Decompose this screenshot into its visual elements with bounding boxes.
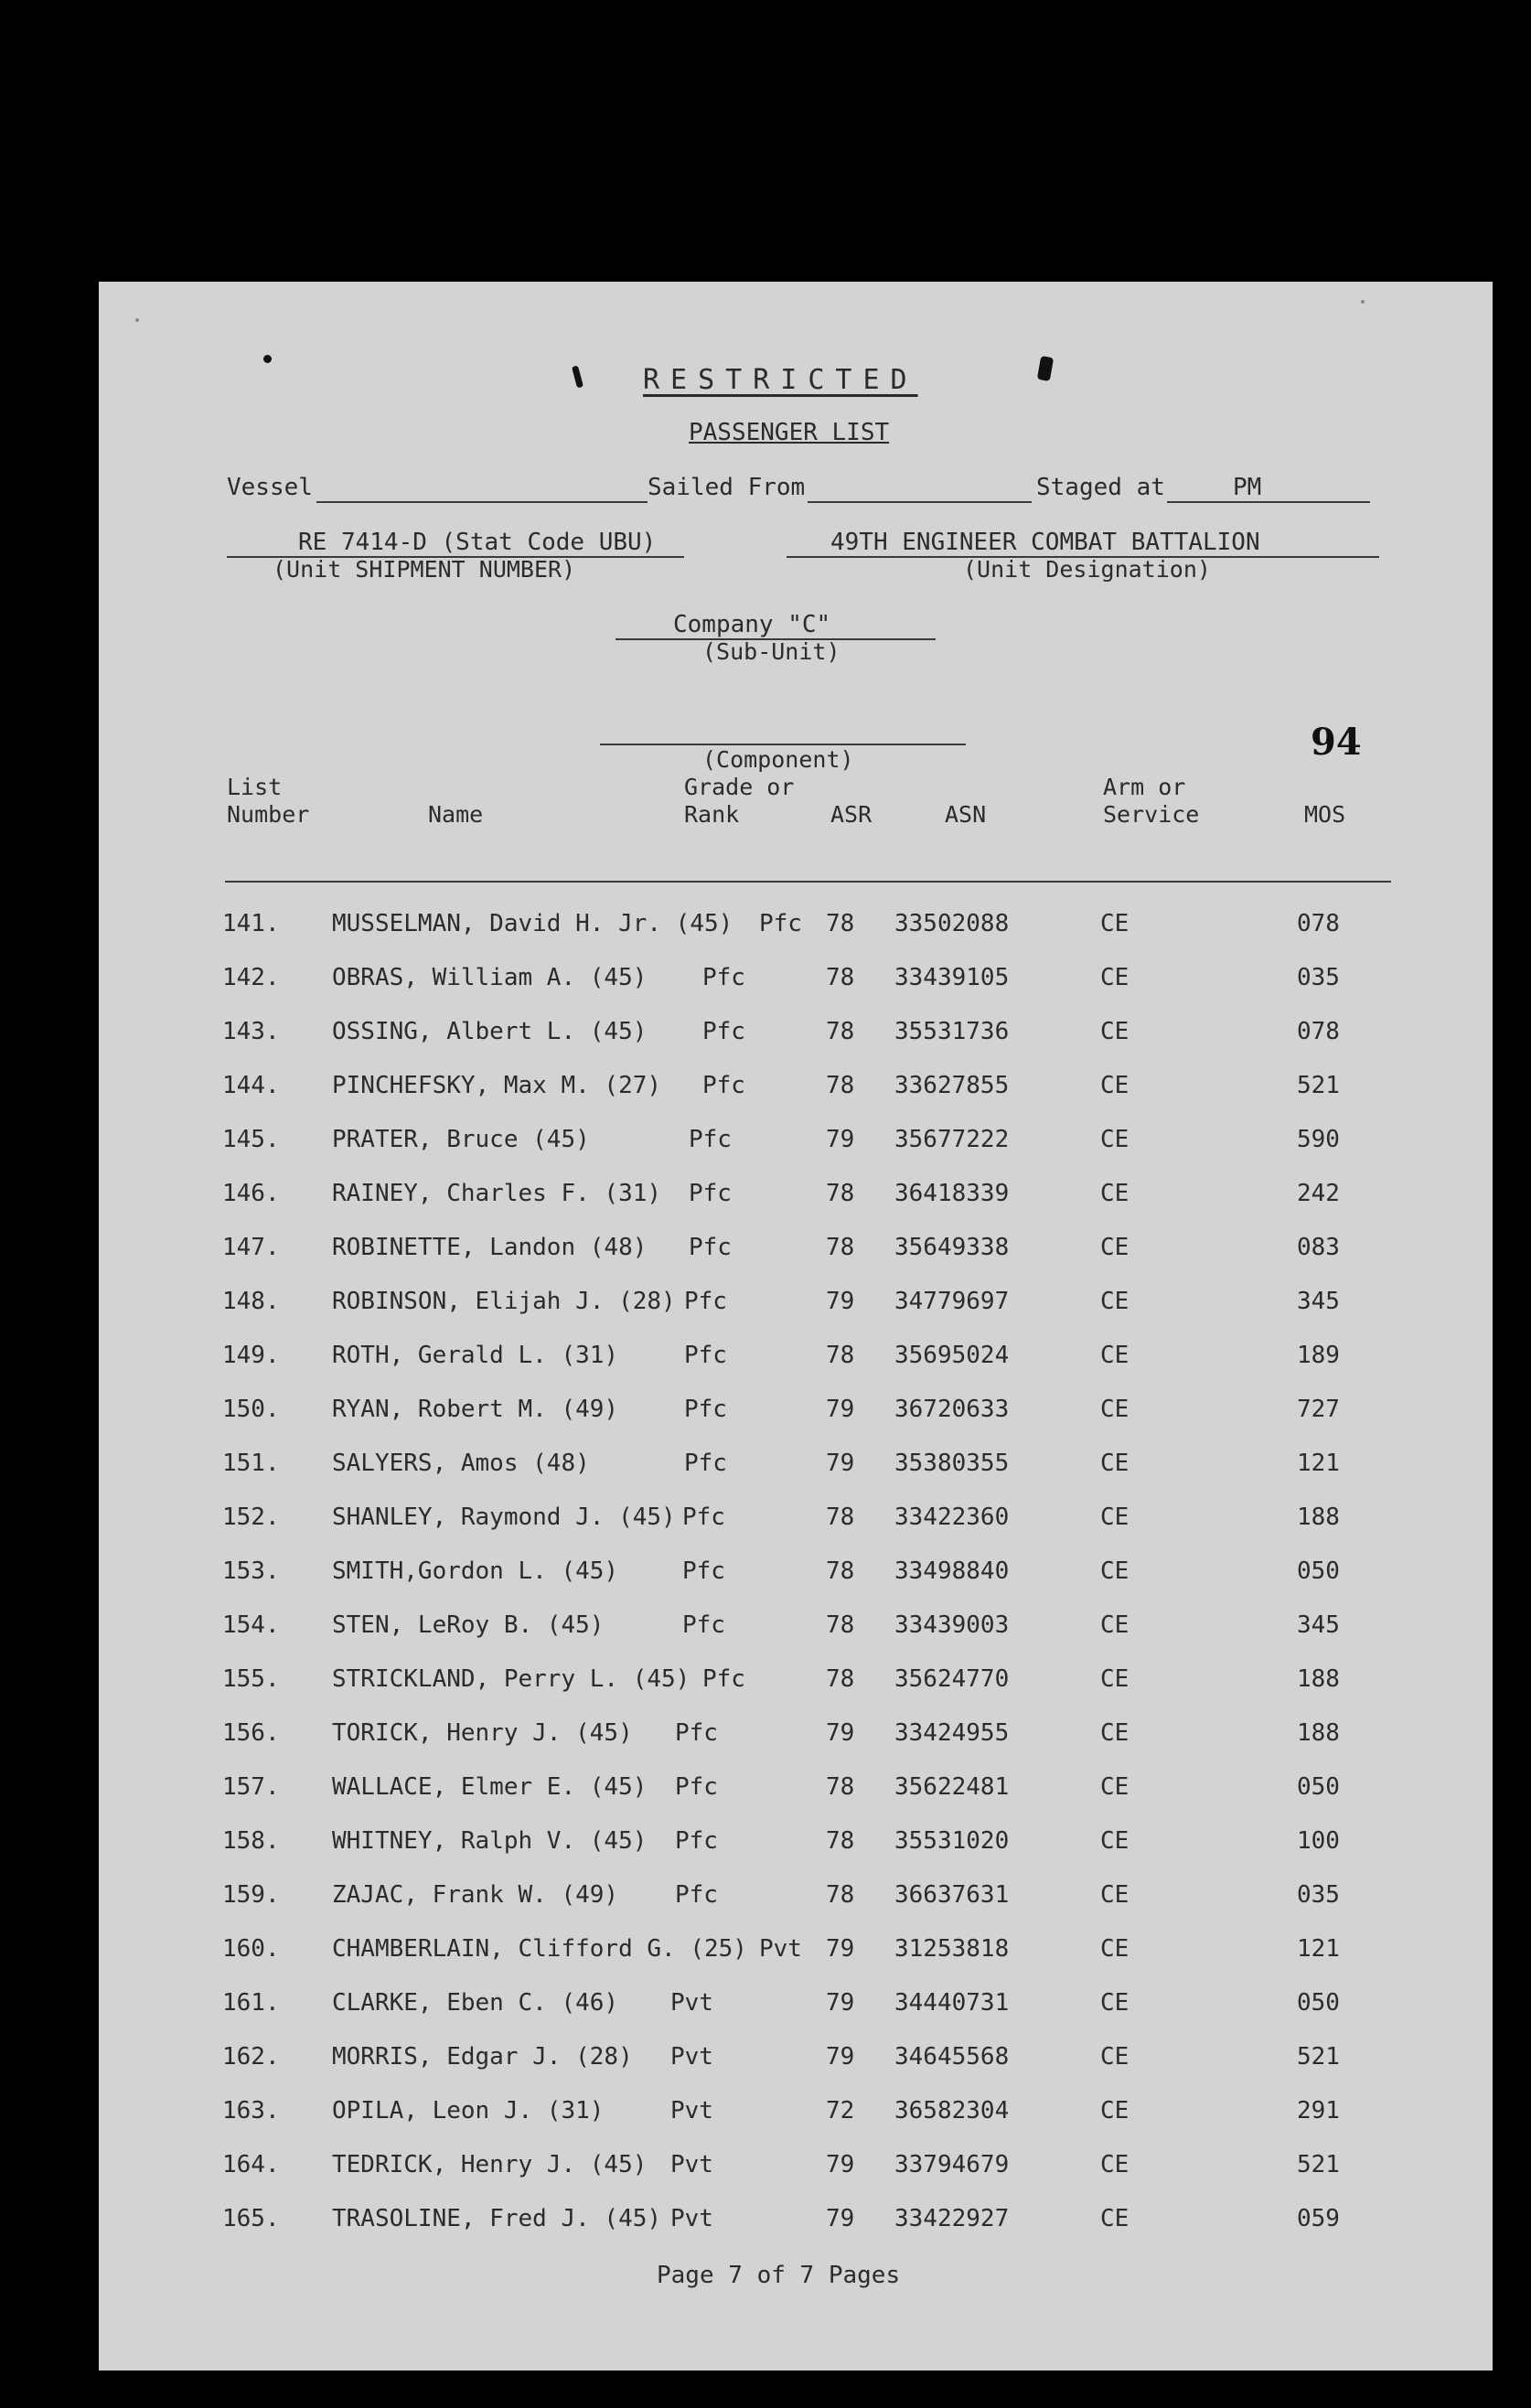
row-name: ROBINSON, Elijah J. (28) xyxy=(332,1288,676,1315)
row-mos: 345 xyxy=(1297,1288,1340,1315)
row-arm: CE xyxy=(1100,1827,1130,1855)
row-rank: Pfc xyxy=(759,910,802,937)
row-arm: CE xyxy=(1100,1611,1130,1639)
col-asr: ASR xyxy=(830,801,873,828)
row-asr: 78 xyxy=(826,1072,855,1099)
row-arm: CE xyxy=(1100,1234,1130,1261)
row-asr: 78 xyxy=(826,910,855,937)
row-number: 152. xyxy=(222,1504,280,1531)
row-name: ROTH, Gerald L. (31) xyxy=(332,1342,619,1369)
row-arm: CE xyxy=(1100,1773,1130,1801)
unit-designation-caption: (Unit Designation) xyxy=(963,556,1211,583)
row-number: 142. xyxy=(222,964,280,991)
row-arm: CE xyxy=(1100,1719,1130,1747)
row-mos: 188 xyxy=(1297,1504,1340,1531)
row-number: 141. xyxy=(222,910,280,937)
row-number: 144. xyxy=(222,1072,280,1099)
row-asr: 78 xyxy=(826,1018,855,1045)
row-rank: Pfc xyxy=(689,1234,732,1261)
row-mos: 050 xyxy=(1297,1557,1340,1585)
component-caption: (Component) xyxy=(702,746,854,773)
row-mos: 100 xyxy=(1297,1827,1340,1855)
row-name: SALYERS, Amos (48) xyxy=(332,1450,590,1477)
row-asr: 78 xyxy=(826,964,855,991)
row-rank: Pvt xyxy=(670,2151,713,2178)
shipment-number-caption: (Unit SHIPMENT NUMBER) xyxy=(273,556,576,583)
row-rank: Pfc xyxy=(684,1396,727,1423)
row-rank: Pvt xyxy=(759,1935,802,1963)
row-asn: 33627855 xyxy=(894,1072,1010,1099)
row-asr: 78 xyxy=(826,1557,855,1585)
row-name: WALLACE, Elmer E. (45) xyxy=(332,1773,648,1801)
dust-speck xyxy=(1361,300,1365,304)
row-number: 145. xyxy=(222,1126,280,1153)
row-arm: CE xyxy=(1100,2043,1130,2071)
row-asr: 79 xyxy=(826,1126,855,1153)
row-asn: 33502088 xyxy=(894,910,1010,937)
row-asn: 33794679 xyxy=(894,2151,1010,2178)
handwritten-page-number: 94 xyxy=(1311,721,1362,764)
vessel-label: Vessel xyxy=(227,474,313,501)
row-name: SHANLEY, Raymond J. (45) xyxy=(332,1504,676,1531)
row-rank: Pvt xyxy=(670,1989,713,2017)
col-name: Name xyxy=(428,801,484,828)
row-mos: 059 xyxy=(1297,2205,1340,2232)
row-name: STEN, LeRoy B. (45) xyxy=(332,1611,605,1639)
row-rank: Pfc xyxy=(675,1827,718,1855)
row-rank: Pvt xyxy=(670,2097,713,2124)
row-name: STRICKLAND, Perry L. (45) xyxy=(332,1665,691,1693)
shipment-number-value: RE 7414-D (Stat Code UBU) xyxy=(298,529,657,556)
row-asr: 79 xyxy=(826,1450,855,1477)
row-mos: 050 xyxy=(1297,1989,1340,2017)
row-name: WHITNEY, Ralph V. (45) xyxy=(332,1827,648,1855)
row-asn: 36637631 xyxy=(894,1881,1010,1909)
row-mos: 345 xyxy=(1297,1611,1340,1639)
dust-speck xyxy=(135,318,139,322)
unit-designation-value: 49TH ENGINEER COMBAT BATTALION xyxy=(830,529,1260,556)
row-rank: Pfc xyxy=(689,1126,732,1153)
restricted-heading: RESTRICTED xyxy=(643,364,918,396)
row-asn: 34645568 xyxy=(894,2043,1010,2071)
subunit-value: Company "C" xyxy=(673,611,831,638)
row-name: OBRAS, William A. (45) xyxy=(332,964,648,991)
col-grade-line2: Rank xyxy=(684,801,740,828)
row-asr: 78 xyxy=(826,1342,855,1369)
row-rank: Pfc xyxy=(684,1342,727,1369)
row-arm: CE xyxy=(1100,2205,1130,2232)
row-arm: CE xyxy=(1100,1126,1130,1153)
row-name: CHAMBERLAIN, Clifford G. (25) xyxy=(332,1935,747,1963)
row-arm: CE xyxy=(1100,1450,1130,1477)
row-asr: 79 xyxy=(826,1396,855,1423)
row-asn: 35649338 xyxy=(894,1234,1010,1261)
row-mos: 242 xyxy=(1297,1180,1340,1207)
col-list-number xyxy=(227,774,309,829)
row-asn: 35380355 xyxy=(894,1450,1010,1477)
row-arm: CE xyxy=(1100,964,1130,991)
row-mos: 590 xyxy=(1297,1126,1340,1153)
staged-at-label: Staged at xyxy=(1036,474,1165,501)
row-arm: CE xyxy=(1100,1935,1130,1963)
row-name: RAINEY, Charles F. (31) xyxy=(332,1180,662,1207)
row-asr: 79 xyxy=(826,2205,855,2232)
row-rank: Pfc xyxy=(682,1504,725,1531)
row-asr: 79 xyxy=(826,1719,855,1747)
row-number: 161. xyxy=(222,1989,280,2017)
row-asn: 35624770 xyxy=(894,1665,1010,1693)
row-arm: CE xyxy=(1100,1665,1130,1693)
row-name: TORICK, Henry J. (45) xyxy=(332,1719,633,1747)
row-asn: 36418339 xyxy=(894,1180,1010,1207)
row-asn: 35531020 xyxy=(894,1827,1010,1855)
subunit-caption: (Sub-Unit) xyxy=(702,638,840,665)
row-asn: 35695024 xyxy=(894,1342,1010,1369)
row-asr: 78 xyxy=(826,1665,855,1693)
row-mos: 727 xyxy=(1297,1396,1340,1423)
row-arm: CE xyxy=(1100,1504,1130,1531)
row-mos: 121 xyxy=(1297,1935,1340,1963)
col-arm-line1: Arm or xyxy=(1103,774,1186,800)
row-asr: 78 xyxy=(826,1611,855,1639)
row-number: 164. xyxy=(222,2151,280,2178)
row-asn: 33422360 xyxy=(894,1504,1010,1531)
row-number: 147. xyxy=(222,1234,280,1261)
row-asr: 78 xyxy=(826,1827,855,1855)
row-asn: 33424955 xyxy=(894,1719,1010,1747)
row-asn: 34440731 xyxy=(894,1989,1010,2017)
row-rank: Pfc xyxy=(689,1180,732,1207)
row-asn: 35531736 xyxy=(894,1018,1010,1045)
staged-at-field-line xyxy=(1167,501,1370,503)
row-name: OPILA, Leon J. (31) xyxy=(332,2097,605,2124)
col-mos: MOS xyxy=(1304,801,1346,828)
row-mos: 121 xyxy=(1297,1450,1340,1477)
row-number: 158. xyxy=(222,1827,280,1855)
row-arm: CE xyxy=(1100,1881,1130,1909)
row-number: 153. xyxy=(222,1557,280,1585)
row-asn: 36720633 xyxy=(894,1396,1010,1423)
row-mos: 521 xyxy=(1297,1072,1340,1099)
row-asr: 72 xyxy=(826,2097,855,2124)
row-asn: 33439105 xyxy=(894,964,1010,991)
ink-speck xyxy=(263,355,272,363)
row-number: 155. xyxy=(222,1665,280,1693)
row-arm: CE xyxy=(1100,1018,1130,1045)
col-grade xyxy=(684,774,794,829)
col-arm xyxy=(1103,774,1199,829)
row-asr: 78 xyxy=(826,1773,855,1801)
row-asn: 33498840 xyxy=(894,1557,1010,1585)
component-field-line xyxy=(600,744,966,745)
row-name: TEDRICK, Henry J. (45) xyxy=(332,2151,648,2178)
row-number: 156. xyxy=(222,1719,280,1747)
row-asn: 35622481 xyxy=(894,1773,1010,1801)
row-asr: 78 xyxy=(826,1180,855,1207)
row-rank: Pvt xyxy=(670,2205,713,2232)
row-asr: 78 xyxy=(826,1504,855,1531)
row-asn: 33439003 xyxy=(894,1611,1010,1639)
row-rank: Pfc xyxy=(675,1719,718,1747)
row-rank: Pfc xyxy=(702,1018,745,1045)
row-rank: Pfc xyxy=(702,964,745,991)
row-arm: CE xyxy=(1100,2097,1130,2124)
row-arm: CE xyxy=(1100,2151,1130,2178)
staged-at-value: PM xyxy=(1233,474,1262,501)
row-arm: CE xyxy=(1100,1557,1130,1585)
row-number: 160. xyxy=(222,1935,280,1963)
row-mos: 188 xyxy=(1297,1719,1340,1747)
row-name: PRATER, Bruce (45) xyxy=(332,1126,590,1153)
row-number: 165. xyxy=(222,2205,280,2232)
row-asr: 79 xyxy=(826,2043,855,2071)
page-footer: Page 7 of 7 Pages xyxy=(657,2262,901,2289)
row-arm: CE xyxy=(1100,1072,1130,1099)
row-number: 163. xyxy=(222,2097,280,2124)
row-arm: CE xyxy=(1100,1288,1130,1315)
row-asr: 79 xyxy=(826,1288,855,1315)
row-rank: Pvt xyxy=(670,2043,713,2071)
row-mos: 035 xyxy=(1297,964,1340,991)
row-mos: 078 xyxy=(1297,910,1340,937)
row-name: MORRIS, Edgar J. (28) xyxy=(332,2043,633,2071)
row-mos: 078 xyxy=(1297,1018,1340,1045)
sailed-from-label: Sailed From xyxy=(648,474,806,501)
row-name: ZAJAC, Frank W. (49) xyxy=(332,1881,619,1909)
row-asr: 78 xyxy=(826,1234,855,1261)
row-number: 157. xyxy=(222,1773,280,1801)
row-mos: 035 xyxy=(1297,1881,1340,1909)
row-rank: Pfc xyxy=(682,1557,725,1585)
row-rank: Pfc xyxy=(675,1881,718,1909)
row-number: 143. xyxy=(222,1018,280,1045)
col-grade-line1: Grade or xyxy=(684,774,795,800)
row-asn: 31253818 xyxy=(894,1935,1010,1963)
row-arm: CE xyxy=(1100,1342,1130,1369)
col-list-number-line2: Number xyxy=(227,801,310,828)
row-number: 149. xyxy=(222,1342,280,1369)
row-rank: Pfc xyxy=(702,1072,745,1099)
row-mos: 291 xyxy=(1297,2097,1340,2124)
row-name: SMITH,Gordon L. (45) xyxy=(332,1557,619,1585)
vessel-field-line xyxy=(316,501,648,503)
row-mos: 521 xyxy=(1297,2043,1340,2071)
row-number: 151. xyxy=(222,1450,280,1477)
row-name: MUSSELMAN, David H. Jr. (45) xyxy=(332,910,733,937)
row-mos: 521 xyxy=(1297,2151,1340,2178)
row-rank: Pfc xyxy=(675,1773,718,1801)
row-rank: Pfc xyxy=(702,1665,745,1693)
row-rank: Pfc xyxy=(684,1288,727,1315)
row-arm: CE xyxy=(1100,1396,1130,1423)
row-mos: 050 xyxy=(1297,1773,1340,1801)
row-mos: 189 xyxy=(1297,1342,1340,1369)
ink-speck xyxy=(572,366,583,389)
row-asn: 36582304 xyxy=(894,2097,1010,2124)
document-page xyxy=(99,282,1493,2371)
row-asn: 35677222 xyxy=(894,1126,1010,1153)
row-number: 162. xyxy=(222,2043,280,2071)
row-asn: 34779697 xyxy=(894,1288,1010,1315)
row-name: ROBINETTE, Landon (48) xyxy=(332,1234,648,1261)
row-mos: 083 xyxy=(1297,1234,1340,1261)
row-number: 148. xyxy=(222,1288,280,1315)
row-number: 159. xyxy=(222,1881,280,1909)
row-name: TRASOLINE, Fred J. (45) xyxy=(332,2205,662,2232)
row-name: CLARKE, Eben C. (46) xyxy=(332,1989,619,2017)
row-arm: CE xyxy=(1100,1180,1130,1207)
row-asn: 33422927 xyxy=(894,2205,1010,2232)
row-number: 154. xyxy=(222,1611,280,1639)
row-asr: 78 xyxy=(826,1881,855,1909)
row-number: 150. xyxy=(222,1396,280,1423)
row-rank: Pfc xyxy=(684,1450,727,1477)
row-arm: CE xyxy=(1100,910,1130,937)
row-name: RYAN, Robert M. (49) xyxy=(332,1396,619,1423)
passenger-list-title: PASSENGER LIST xyxy=(689,419,890,446)
row-name: PINCHEFSKY, Max M. (27) xyxy=(332,1072,662,1099)
row-name: OSSING, Albert L. (45) xyxy=(332,1018,648,1045)
row-mos: 188 xyxy=(1297,1665,1340,1693)
row-asr: 79 xyxy=(826,1989,855,2017)
row-arm: CE xyxy=(1100,1989,1130,2017)
row-asr: 79 xyxy=(826,2151,855,2178)
ink-speck xyxy=(1037,356,1054,381)
header-rule xyxy=(225,881,1391,883)
row-rank: Pfc xyxy=(682,1611,725,1639)
sailed-from-field-line xyxy=(808,501,1032,503)
row-asr: 79 xyxy=(826,1935,855,1963)
row-number: 146. xyxy=(222,1180,280,1207)
col-list-number-line1: List xyxy=(227,774,283,800)
col-asn: ASN xyxy=(945,801,987,828)
col-arm-line2: Service xyxy=(1103,801,1200,828)
